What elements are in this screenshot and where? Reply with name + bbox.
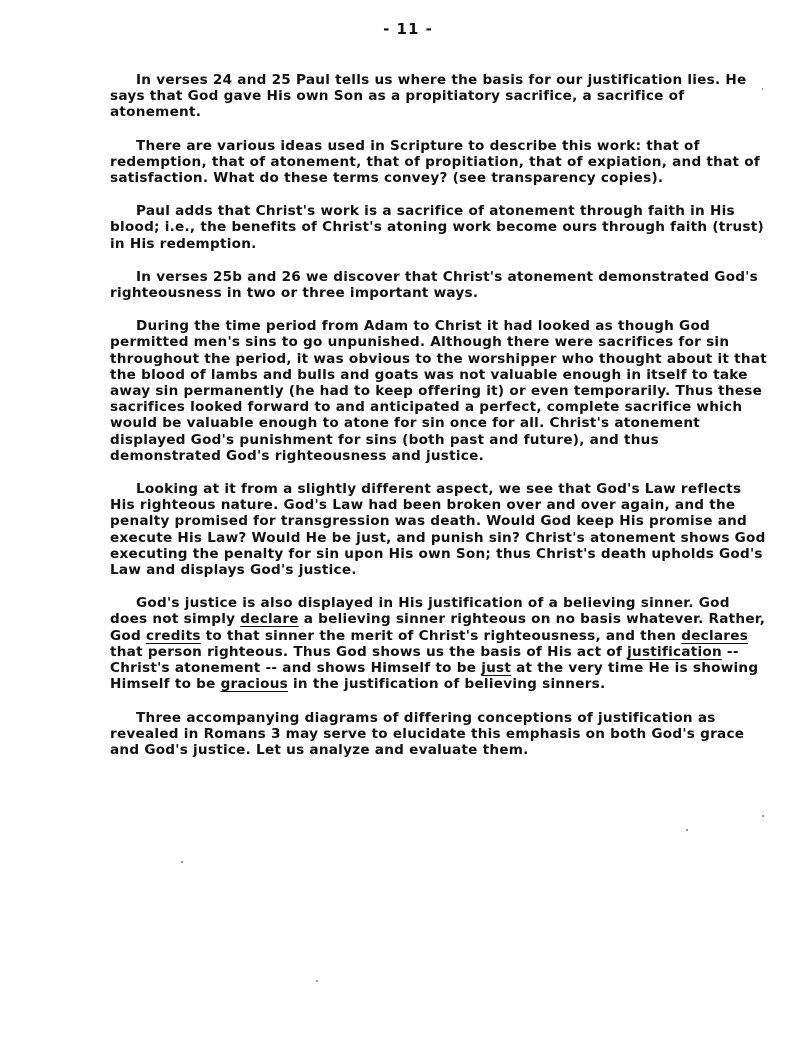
text-span: -- Christ's atonement -- and shows Himself to be bbox=[110, 643, 739, 677]
scan-speck bbox=[762, 815, 764, 817]
scan-speck bbox=[686, 829, 688, 831]
page-number: - 11 - bbox=[383, 20, 433, 38]
text-span: a believing sinner righteous on no basis whatever. Rather, God bbox=[110, 611, 766, 644]
scan-speck bbox=[762, 88, 763, 90]
document-body bbox=[110, 72, 770, 775]
paragraph-righteousness-demonstrated: In verses 25b and 26 we discover that Christ's atonement demonstrated God's righteousness in two or three important ways. bbox=[110, 268, 759, 302]
paragraph-accompanying-diagrams: Three accompanying diagrams of differing conceptions of justification as revealed in Romans 3 may serve to elucidate this emphasis on both God's grace and God's justice. Let us analyze and evaluate them. bbox=[110, 709, 745, 758]
paragraph-adam-to-christ: During the time period from Adam to Christ it had looked as though God permitted men's sins to go unpunished. Although there were sacrifices for sin throughout the period, it was obvious to the worshipper who thought about it that the blood of lambs and bulls and goats was not valuable enough in itself to take away sin permanently (he had to keep offering it) or even temporarily. Thus these sacrifices looked forward to and anticipated a perfect, complete sacrifice which would be valuable enough to atone for sin once for all. Christ's atonement displayed God's punishment for sins (both past and future), and thus demonstrated God's righteousness and justice. bbox=[110, 318, 767, 464]
scan-speck bbox=[181, 861, 183, 863]
text-span: in the justification of believing sinners. bbox=[288, 676, 606, 693]
paragraph-gods-law: Looking at it from a slightly different aspect, we see that God's Law reflects His righteous nature. God's Law had been broken over and over again, and the penalty promised for transgression was death. Would God keep His promise and execute His Law? Would He be just, and punish sin? Christ's atonement shows God executing the penalty for sin upon His own Son; thus Christ's death upholds God's Law and displays God's justice. bbox=[110, 481, 766, 579]
text-span: to that sinner the merit of Christ's righteousness, and then bbox=[200, 627, 682, 644]
text-span: that person righteous. Thus God shows us the basis of His act of bbox=[110, 643, 628, 660]
scan-speck bbox=[316, 980, 318, 982]
text-span: at the very time He is showing Himself to be bbox=[110, 660, 759, 693]
paragraph-gods-justice bbox=[110, 595, 770, 692]
underlined-word-just: just bbox=[481, 660, 512, 677]
underlined-word-declares: declares bbox=[681, 627, 749, 644]
text-span: God's justice is also displayed in His justification of a believing sinner. God does not simply bbox=[110, 595, 730, 628]
paragraph-basis-of-justification: In verses 24 and 25 Paul tells us where the basis for our justification lies. He says that God gave His own Son as a propitiatory sacrifice, a sacrifice of atonement. bbox=[110, 72, 747, 121]
underlined-word-declare: declare bbox=[240, 611, 299, 628]
paragraph-sacrifice-through-faith: Paul adds that Christ's work is a sacrifice of atonement through faith in His blood; i.e., the benefits of Christ's atoning work become ours through faith (trust) in His redemption. bbox=[110, 203, 764, 252]
underlined-word-gracious: gracious bbox=[220, 676, 289, 693]
underlined-word-justification: justification bbox=[627, 643, 722, 660]
paragraph-scripture-ideas: There are various ideas used in Scripture to describe this work: that of redemption, that of atonement, that of propitiation, that of expiation, and that of satisfaction. What do these terms convey? (see transparency copies). bbox=[110, 137, 760, 187]
underlined-word-credits: credits bbox=[145, 627, 201, 644]
